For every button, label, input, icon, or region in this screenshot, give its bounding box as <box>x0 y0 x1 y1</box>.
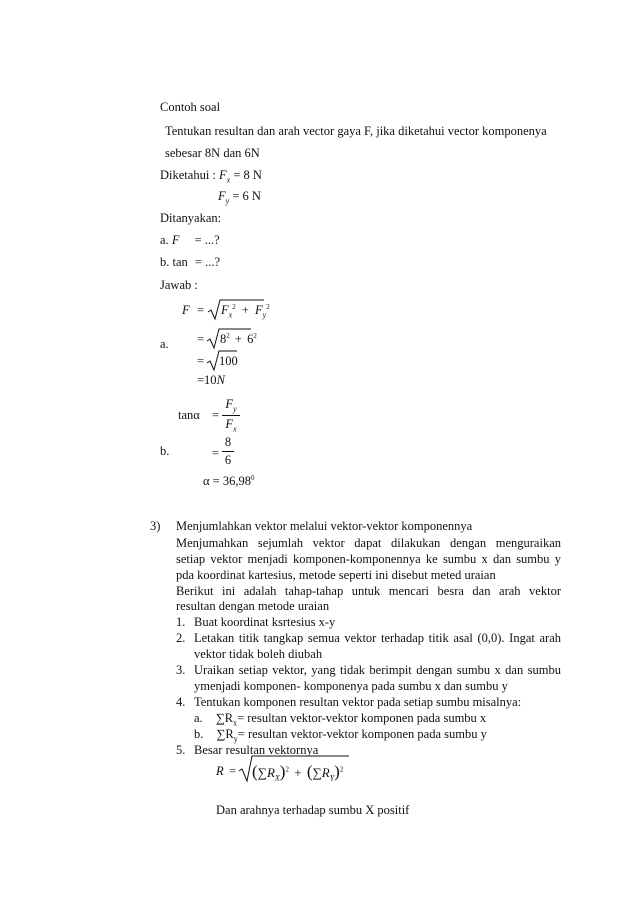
sub-a-text: = resultan vektor-vektor komponen pada sumbu x <box>237 711 487 725</box>
ask-a-value: = ...? <box>194 233 220 247</box>
formula-rhs: $(\sum R_X)^2 + (\sum R_Y)^2$ <box>252 762 344 783</box>
sigma-icon: ∑ <box>312 765 322 780</box>
ask-a-var: F <box>171 233 180 247</box>
ask-a-label: a. <box>160 233 169 247</box>
solution-b-label: b. <box>160 444 170 458</box>
step-1-num: 1. <box>176 615 186 629</box>
sub-b-label: b. <box>194 727 204 741</box>
fx-symbol: $F_x$ <box>219 168 231 185</box>
formula-lhs: R <box>216 764 224 778</box>
fx-value: = 8 N <box>233 168 262 182</box>
question-line-2: sebesar 8N dan 6N <box>165 146 260 160</box>
solution-b-eq2: = <box>212 446 220 460</box>
solution-b-tan-lhs: tanα <box>178 408 200 422</box>
fraction-6: 6 <box>224 453 232 467</box>
jawab-label: Jawab : <box>160 278 198 292</box>
fraction-8-over-6 <box>222 435 234 468</box>
section3-para1-line2: setiap vektor menjadi komponen-komponennya ke sumbu x dan sumbu y <box>176 552 561 566</box>
step-5-text: Besar resultan vektornya <box>194 743 319 757</box>
fy-value: = 6 N <box>232 189 261 203</box>
section3-title: Menjumlahkan vektor melalui vektor-vektor komponennya <box>176 519 473 533</box>
ask-b-label: b. tan <box>160 255 188 269</box>
fy-symbol: $F_y$ <box>218 189 230 206</box>
step-3-num: 3. <box>176 663 186 677</box>
formula-eq: = <box>229 764 237 778</box>
sigma-icon: ∑ <box>216 727 226 741</box>
question-line-1: Tentukan resultan dan arah vector gaya F, jika diketahui vector komponenya <box>165 124 547 138</box>
solution-a-line1-rhs: $F_x^2 + F_y^2$ <box>221 303 270 320</box>
section3-para2-line2: resultan dengan metode uraian <box>176 599 330 613</box>
ask-b <box>160 255 220 270</box>
solution-b-eq1: = <box>212 408 220 422</box>
sigma-icon: ∑ <box>215 711 225 725</box>
solution-a-line2-eq: = <box>197 332 205 346</box>
step-3-line1: Uraikan setiap vektor, yang tidak berimpit dengan sumbu x dan sumbu <box>194 663 561 677</box>
solution-a-line4: =10N <box>197 373 225 387</box>
solution-b-alpha-result: $\alpha = 36,98^0$ <box>203 474 255 489</box>
fraction-fy-over-fx <box>222 397 240 433</box>
step-4-num: 4. <box>176 695 186 709</box>
solution-a-line1-lhs: F <box>182 303 190 317</box>
step-3-line2: ymenjadi komponen- komponenya pada sumbu x dan sumbu y <box>194 679 508 693</box>
solution-a-line2-rhs: $8^2 + 6^2$ <box>220 332 257 347</box>
ask-b-value: = ...? <box>194 255 221 269</box>
step-2-num: 2. <box>176 631 186 645</box>
solution-a-label: a. <box>160 337 169 351</box>
step-2-line1: Letakan titik tangkap semua vektor terhadap titik asal (0,0). Ingat arah <box>194 631 561 645</box>
fraction-8: 8 <box>224 435 232 449</box>
ask-a <box>160 233 220 248</box>
step-2-line2: vektor tidak boleh diubah <box>194 647 323 661</box>
closing-line: Dan arahnya terhadap sumbu X positif <box>216 803 410 817</box>
ditanyakan-label: Ditanyakan: <box>160 211 222 225</box>
step-5-num: 5. <box>176 743 186 757</box>
sub-b: b. $\sum R_y=$ resultan vektor-vektor komponen pada sumbu y <box>194 727 487 744</box>
section3-para1-line3: pda koordinat kartesius, metode seperti ini disebut meted uraian <box>176 568 496 582</box>
fraction-denominator: $F_x$ <box>225 416 237 433</box>
step-4-text: Tentukan komponen resultan vektor pada setiap sumbu misalnya: <box>194 695 522 709</box>
diketahui-label: Diketahui : <box>160 168 216 182</box>
solution-a-line3-val: 100 <box>219 354 238 368</box>
sub-a: a. $\sum R_x=$ resultan vektor-vektor komponen pada sumbu x <box>194 711 487 728</box>
diketahui-row <box>160 168 262 185</box>
fraction-numerator: $F_y$ <box>225 397 237 414</box>
step-1-text: Buat koordinat ksrtesius x-y <box>194 615 336 629</box>
section3-para2-line1: Berikut ini adalah tahap-tahap untuk mencari besra dan arah vektor <box>176 584 561 598</box>
example-heading: Contoh soal <box>160 100 221 114</box>
sub-b-text: = resultan vektor-vektor komponen pada sumbu y <box>237 727 487 741</box>
solution-a-line1-eq: = <box>197 303 205 317</box>
sigma-icon: ∑ <box>257 765 267 780</box>
section3-para1-line1: Menjumahkan sejumlah vektor dapat dilakukan dengan menguraikan <box>176 536 561 550</box>
solution-a-line3-eq: = <box>197 354 205 368</box>
sub-a-label: a. <box>194 711 203 725</box>
section3-number: 3) <box>150 519 161 533</box>
fy-row <box>218 189 261 206</box>
